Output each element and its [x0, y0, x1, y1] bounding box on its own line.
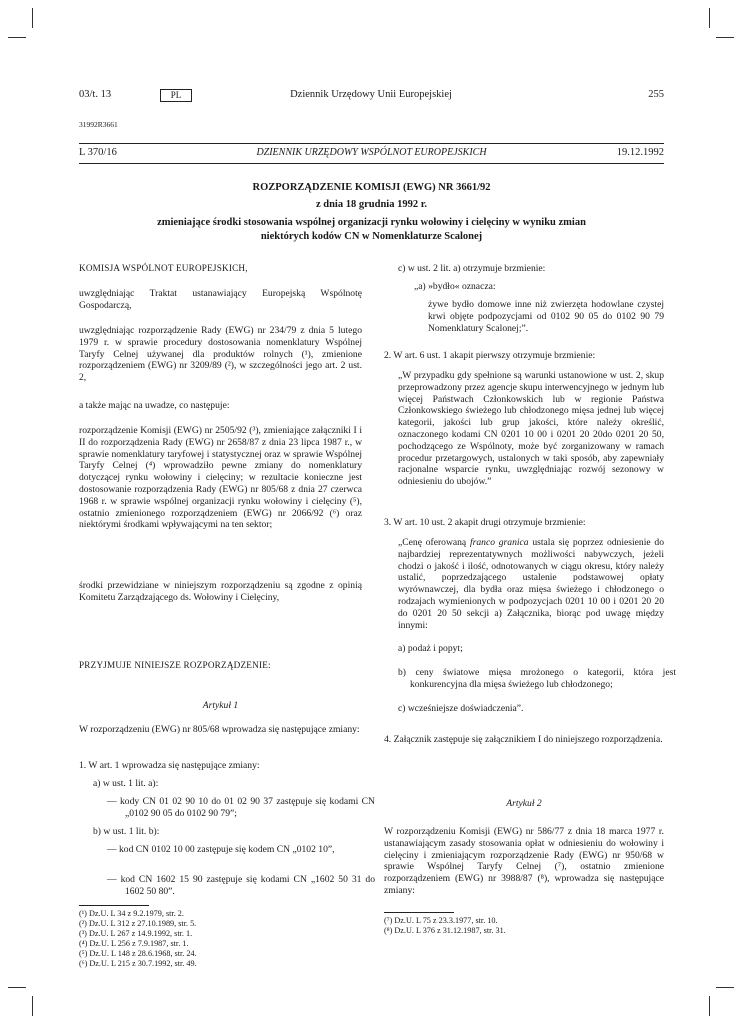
- recital-whereas: a także mając na uwadze, co następuje:: [79, 400, 230, 411]
- quote-3-c: c) wcześniejsze doświadczenia”.: [398, 703, 524, 714]
- footnote-3: (³) Dz.U. L 267 z 14.9.1992, str. 1.: [79, 929, 193, 938]
- footnote-4: (⁴) Dz.U. L 256 z 7.9.1987, str. 1.: [79, 939, 189, 948]
- article-1-item-4: 4. Załącznik zastępuje się załącznikiem I do niniejszego rozporządzenia.: [384, 734, 663, 745]
- original-ref: L 370/16: [79, 147, 117, 158]
- header-rule-top: [79, 143, 664, 144]
- original-date: 19.12.1992: [616, 147, 664, 158]
- quote-3-part-1: „Cenę oferowaną: [398, 537, 470, 548]
- quote-3-franco-granica: franco granica: [469, 537, 529, 548]
- footnote-2: (²) Dz.U. L 312 z 27.10.1989, str. 5.: [79, 919, 197, 928]
- footnote-6: (⁶) Dz.U. L 215 z 30.7.1992, str. 49.: [79, 959, 197, 968]
- journal-series: 03/t. 13: [79, 89, 112, 100]
- crop-mark-bottom-right-h: [716, 987, 734, 988]
- journal-title: Dziennik Urzędowy Unii Europejskiej: [290, 89, 452, 100]
- recital-treaty: uwzględniając Traktat ustanawiający Europejską Wspólnotę Gospodarczą,: [79, 288, 362, 311]
- footnote-5: (⁵) Dz.U. L 148 z 28.6.1968, str. 24.: [79, 949, 197, 958]
- regulation-date: z dnia 18 grudnia 1992 r.: [315, 199, 428, 210]
- recital-regulation-234-79: uwzględniając rozporządzenie Rady (EWG) nr 234/79 z dnia 5 lutego 1979 r. w sprawie procedury dostosowania nomenklatury Wspólnej Taryfy Celnej używanej dla produktów rolnych (¹), zmienione rozporządzeniem (EWG) nr 3209/89 (²), w szczególności jego art. 2 ust. 2,: [79, 325, 362, 384]
- footnote-rule-left: [79, 905, 149, 906]
- article-1-item-1-b-dash-2: — kod CN 1602 15 90 zastępuje się kodami CN „1602 50 31 do 1602 50 80”.: [107, 874, 375, 897]
- article-2-text: W rozporządzeniu Komisji (EWG) nr 586/77 z dnia 18 marca 1977 r. ustanawiającym zasady stosowania opłat w odniesieniu do wołowiny i cielęciny i zmieniającym rozporządzenie Rady (EWG) nr 950/68 w sprawie Wspólnej Taryfy Celnej (⁷), ostatnio zmienione rozporządzeniem (EWG) nr 3988/87 (⁸), wprowadza się następujące zmiany:: [384, 826, 664, 896]
- quote-3-a: a) podaż i popyt;: [398, 643, 463, 654]
- issuing-authority: KOMISJA WSPÓLNOT EUROPEJSKICH,: [79, 263, 248, 273]
- article-1-heading: Artykuł 1: [202, 700, 239, 711]
- article-2-heading: Artykuł 2: [506, 798, 542, 809]
- regulation-subject-1: zmieniające środki stosowania wspólnej organizacji rynku wołowiny i cielęciny w wyniku zmian: [157, 217, 586, 228]
- footnote-1: (¹) Dz.U. L 34 z 9.2.1979, str. 2.: [79, 909, 184, 918]
- crop-mark-top-left-h: [8, 37, 26, 38]
- footnote-8: (⁸) Dz.U. L 376 z 31.12.1987, str. 31.: [384, 926, 506, 935]
- header-rule-bottom: [79, 163, 664, 164]
- article-1-item-1-b-dash-1: — kod CN 0102 10 00 zastępuje się kodem CN „0102 10”,: [107, 844, 335, 855]
- footnote-7: (⁷) Dz.U. L 75 z 23.3.1977, str. 10.: [384, 916, 498, 925]
- crop-mark-bottom-left-v: [32, 996, 33, 1016]
- article-1-item-1-a: a) w ust. 1 lit. a):: [93, 778, 159, 789]
- article-1-item-3-quote: [398, 537, 664, 631]
- article-1-item-1-a-dash: — kody CN 01 02 90 10 do 01 02 90 37 zastępuje się kodami CN „0102 90 05 do 0102 90 79”;: [107, 796, 375, 819]
- recital-main: rozporządzenie Komisji (EWG) nr 2505/92 (³), zmieniające załączniki I i II do rozporządzenia Rady (EWG) nr 2658/87 z dnia 23 lipca 1987 r., w sprawie nomenklatury taryfowej i statystycznej oraz w sprawie Wspólnej Taryfy Celnej (⁴) wprowadziło pewne zmiany do nomenklatury dotyczącej rynku wołowiny i cielęciny; w rezultacie konieczne jest dostosowanie rozporządzenia Rady (EWG) nr 805/68 z dnia 27 czerwca 1968 r. w sprawie wspólnej organizacji rynku wołowiny i cielęciny (⁵), ostatnio zmienionego rozporządzeniem (EWG) nr 2066/92 (⁶) oraz niektórymi środkami wpływającymi na ten sektor;: [79, 425, 362, 531]
- crop-mark-bottom-left-h: [8, 987, 26, 988]
- adoption-formula: PRZYJMUJE NINIEJSZE ROZPORZĄDZENIE:: [79, 660, 271, 670]
- article-1-item-2-quote: „W przypadku gdy spełnione są warunki ustanowione w ust. 2, skup przeprowadzony przez agencje skupu interwencyjnego w jednym lub więcej Państwach Członkowskich lub w regionie Państwa Członkowskiego świeżego lub chłodzonego mięsa jednej lub więcej kategorii, jakości lub grup jakości, które należy określić, oznaczonego kodami CN 0201 10 00 i 0201 20 20do 0201 20 50, pochodzącego ze Wspólnoty, może być zorganizowany w ramach procedur przetargowych, ustalonych w taki sposób, aby zapewniały racjonalne wsparcie rynku, uwzględniając rozwój sezonowy w odniesieniu do ubojów.”: [398, 370, 664, 488]
- article-1-item-1-c: c) w ust. 2 lit. a) otrzymuje brzmienie:: [398, 263, 546, 274]
- crop-mark-top-right-h: [716, 37, 734, 38]
- quote-a-body: żywe bydło domowe inne niż zwierzęta hodowlane czystej krwi objęte podpozycjami od 0102 90 05 do 0102 90 79 Nomenklatury Scalonej;”.: [428, 299, 664, 334]
- quote-a-heading: „a) »bydło« oznacza:: [414, 281, 496, 292]
- footnote-rule-right: [384, 912, 454, 913]
- quote-3-b: b) ceny światowe mięsa mrożonego o kategorii, która jest konkurencyjna dla mięsa świeżego lub chłodzonego;: [398, 667, 676, 690]
- article-1-item-2: 2. W art. 6 ust. 1 akapit pierwszy otrzymuje brzmienie:: [384, 350, 596, 361]
- original-journal: DZIENNIK URZĘDOWY WSPÓLNOT EUROPEJSKICH: [256, 147, 487, 158]
- document-number: 31992R3661: [79, 120, 118, 129]
- quote-3-part-2: ustala się poprzez odniesienie do najbardziej reprezentatywnych możliwości nabywczych, jeżeli chodzi o jakość i ilość, odnotowanych w ciągu okresu, który należy ustalić, poprzedzającego ustalenie podstawowej opłaty wyrównawczej, dla bydła oraz mięsa świeżego i chłodzonego o rodzajach wymienionych w podpozycjach 0201 10 00 i 0201 20 20 do 0201 20 50 sekcji a) Załącznika, biorąc pod uwagę między innymi:: [398, 537, 664, 631]
- crop-mark-bottom-right-v: [709, 996, 710, 1016]
- crop-mark-top-right-v: [709, 8, 710, 28]
- recital-committee: środki przewidziane w niniejszym rozporządzeniu są zgodne z opinią Komitetu Zarządzającego ds. Wołowiny i Cielęciny,: [79, 580, 362, 603]
- page-number: 255: [648, 89, 664, 100]
- language-badge: PL: [160, 89, 192, 102]
- regulation-subject-2: niektórych kodów CN w Nomenklaturze Scalonej: [260, 231, 483, 242]
- article-1-intro: W rozporządzeniu (EWG) nr 805/68 wprowadza się następujące zmiany:: [79, 724, 360, 735]
- article-1-item-1: 1. W art. 1 wprowadza się następujące zmiany:: [79, 760, 260, 771]
- regulation-title: ROZPORZĄDZENIE KOMISJI (EWG) NR 3661/92: [252, 182, 491, 193]
- article-1-item-3: 3. W art. 10 ust. 2 akapit drugi otrzymuje brzmienie:: [384, 517, 586, 528]
- article-1-item-1-b: b) w ust. 1 lit. b):: [93, 826, 160, 837]
- crop-mark-top-left-v: [32, 8, 33, 28]
